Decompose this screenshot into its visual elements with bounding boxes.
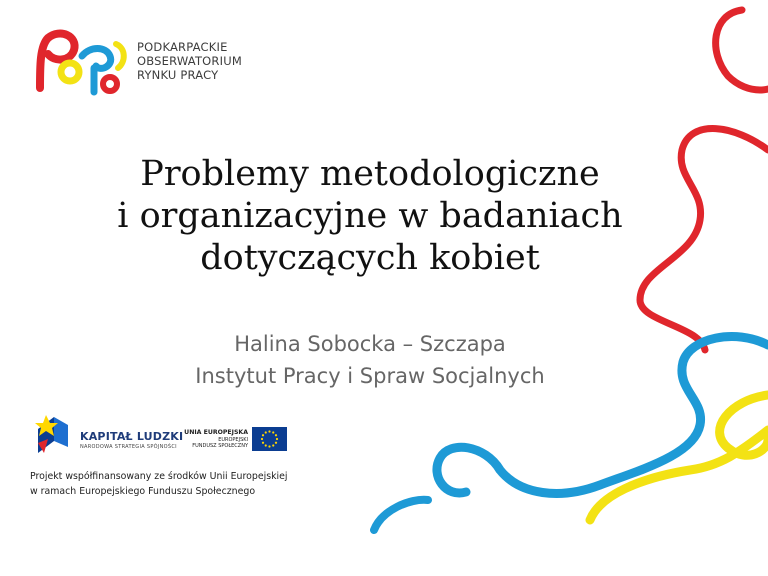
eu-star — [272, 444, 274, 446]
kapital-ludzki-text — [80, 430, 183, 450]
organization-name-line: PODKARPACKIE — [137, 40, 228, 54]
organization-name-line: OBSERWATORIUM — [137, 54, 242, 68]
author-name: Halina Sobocka – Szczapa — [234, 332, 506, 356]
eu-star — [265, 444, 267, 446]
slide-subtitle — [100, 328, 640, 392]
eu-star — [275, 442, 277, 444]
yellow-ribbon — [590, 395, 768, 520]
organization-name-line: RYNKU PRACY — [137, 68, 219, 82]
eu-flag-icon — [252, 427, 287, 451]
porp-logo — [30, 26, 130, 98]
slide-title-line: i organizacyjne w badaniach — [117, 196, 623, 236]
blue-ribbon-tail — [374, 500, 428, 530]
kapital-ludzki-subtitle: NARODOWA STRATEGIA SPÓJNOŚCI — [80, 444, 177, 450]
eu-star — [275, 434, 277, 436]
project-cofinancing-note — [30, 469, 288, 499]
project-note-line: w ramach Europejskiego Funduszu Społecznego — [30, 486, 256, 497]
eu-star — [268, 445, 270, 447]
eu-star — [272, 431, 274, 433]
eu-title: UNIA EUROPEJSKA — [184, 429, 248, 436]
slide-title — [60, 153, 680, 279]
eu-text — [176, 429, 248, 449]
project-note-line: Projekt współfinansowany ze środków Unii Europejskiej — [30, 471, 288, 482]
eu-star — [262, 442, 264, 444]
slide-title-line: dotyczących kobiet — [200, 238, 540, 278]
slide-title-line: Problemy metodologiczne — [140, 154, 600, 194]
eu-star — [276, 438, 278, 440]
eu-fund-line: FUNDUSZ SPOŁECZNY — [192, 443, 248, 450]
organization-name — [137, 40, 242, 82]
eu-fund-line: EUROPEJSKI — [218, 437, 248, 443]
kapital-ludzki-name: KAPITAŁ LUDZKI — [80, 430, 184, 443]
eu-star — [261, 438, 263, 440]
eu-star — [268, 430, 270, 432]
eu-star — [262, 434, 264, 436]
kapital-ludzki-logo-icon — [34, 413, 72, 455]
institution-name: Instytut Pracy i Spraw Socjalnych — [195, 364, 545, 388]
eu-star — [265, 431, 267, 433]
